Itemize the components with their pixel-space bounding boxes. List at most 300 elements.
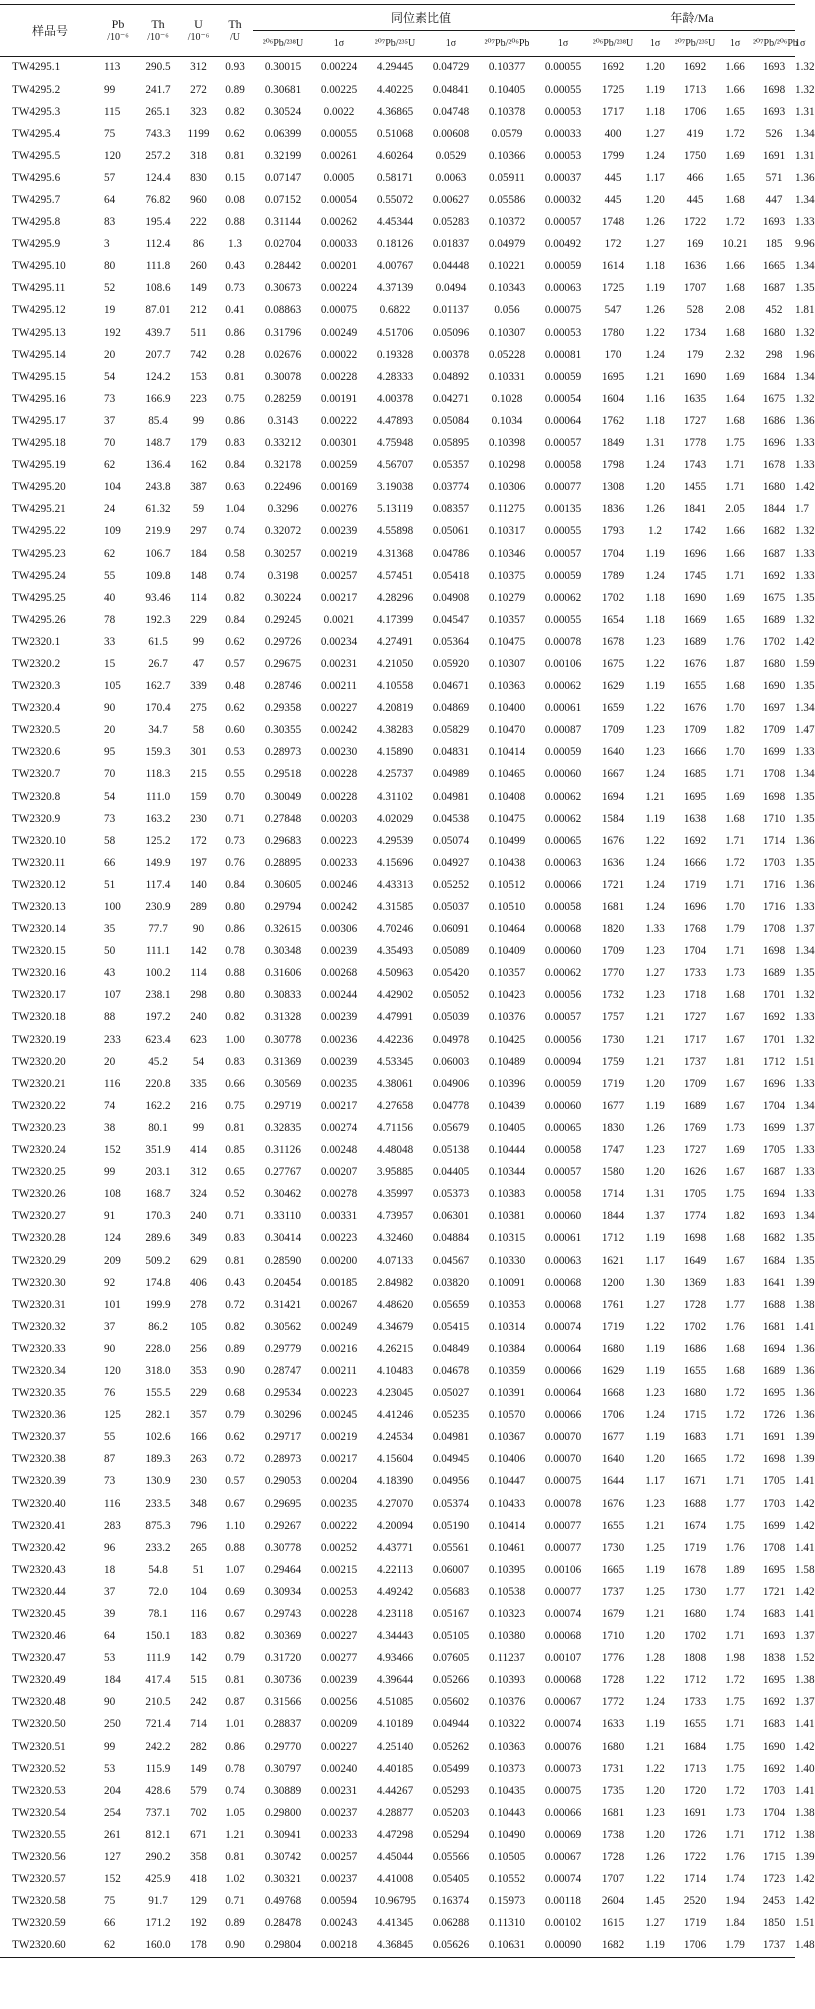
data-cell: 1692 <box>683 834 707 847</box>
data-cell: 162 <box>190 459 207 472</box>
data-cell: 1683 <box>762 1718 786 1731</box>
data-cell: 192.3 <box>145 613 171 626</box>
data-cell: 0.87 <box>225 1696 245 1709</box>
data-cell: 1693 <box>762 105 786 118</box>
data-cell: 0.79 <box>225 1409 245 1422</box>
data-cell: 1678 <box>762 459 786 472</box>
data-cell: 1.73 <box>725 967 745 980</box>
data-cell: 5.13119 <box>377 503 413 516</box>
table-row <box>0 941 795 963</box>
data-cell: 20 <box>104 1055 116 1068</box>
table-row <box>0 167 795 189</box>
data-cell: 83 <box>104 216 116 229</box>
data-cell: 1688 <box>683 1497 707 1510</box>
header-pb-label: Pb <box>111 17 125 31</box>
data-cell: 1.18 <box>645 414 665 427</box>
data-cell: 1636 <box>683 260 707 273</box>
data-cell: 75 <box>104 127 116 140</box>
data-cell: 0.10353 <box>488 1298 526 1311</box>
sample-id-cell: TW4295.4 <box>12 127 61 140</box>
data-cell: 4.43313 <box>376 878 414 891</box>
data-cell: 0.00059 <box>544 260 582 273</box>
data-cell: 0.10279 <box>488 591 526 604</box>
data-cell: 289.6 <box>145 1232 171 1245</box>
subheader-2: ²⁰⁷Pb/²³⁵U <box>374 37 416 49</box>
data-cell: 875.3 <box>145 1519 171 1532</box>
data-cell: 1.23 <box>645 989 665 1002</box>
data-cell: 0.00209 <box>320 1718 358 1731</box>
data-cell: 0.60 <box>225 724 245 737</box>
data-cell: 0.05262 <box>432 1740 470 1753</box>
data-cell: 0.00230 <box>320 746 358 759</box>
data-cell: 0.29245 <box>264 613 302 626</box>
subheader-5: 1σ <box>557 37 569 49</box>
data-cell: 1789 <box>601 569 625 582</box>
data-cell: 0.00055 <box>544 525 582 538</box>
data-cell: 1698 <box>762 945 786 958</box>
data-cell: 0.74 <box>225 525 245 538</box>
data-cell: 0.04271 <box>432 392 470 405</box>
data-cell: 241.7 <box>145 83 171 96</box>
data-cell: 0.30257 <box>264 547 302 560</box>
table-row <box>0 1162 795 1184</box>
data-cell: 195.4 <box>145 216 171 229</box>
sample-id-cell: TW2320.10 <box>12 834 66 847</box>
data-cell: 1731 <box>601 1762 625 1775</box>
data-cell: 0.00278 <box>320 1188 358 1201</box>
data-cell: 1774 <box>683 1210 707 1223</box>
table-row <box>0 587 795 609</box>
table-row <box>0 79 795 101</box>
data-cell: 130.9 <box>145 1475 171 1488</box>
data-cell: 0.29794 <box>264 901 302 913</box>
sample-id-cell: TW2320.2 <box>12 657 61 670</box>
data-cell: 1.27 <box>645 1298 665 1311</box>
data-cell: 1629 <box>601 1364 625 1377</box>
data-cell: 37 <box>104 414 116 427</box>
data-cell: 0.00227 <box>320 702 358 715</box>
sample-id-cell: TW2320.36 <box>12 1409 66 1422</box>
header-thu <box>217 5 253 57</box>
data-cell: 1.24 <box>645 1696 665 1709</box>
data-cell: 0.0021 <box>323 613 355 626</box>
data-cell: 0.30941 <box>264 1828 302 1841</box>
data-cell: 1728 <box>601 1851 625 1864</box>
data-cell: 0.29464 <box>264 1563 302 1576</box>
data-cell: 387 <box>190 481 207 494</box>
data-cell: 4.42902 <box>376 989 414 1002</box>
data-cell: 1687 <box>762 282 786 295</box>
data-cell: 0.30078 <box>264 370 302 383</box>
data-cell: 1697 <box>762 702 786 715</box>
data-cell: 0.10359 <box>488 1364 526 1377</box>
data-cell: 0.00227 <box>320 1630 358 1643</box>
data-cell: 4.34679 <box>376 1320 414 1333</box>
data-cell: 1.45 <box>645 1895 665 1908</box>
data-cell: 0.27848 <box>264 812 302 825</box>
data-cell: 0.84 <box>225 459 245 472</box>
subheader-4: ²⁰⁷Pb/²⁰⁶Pb <box>484 37 530 49</box>
sample-id-cell: TW2320.43 <box>12 1563 66 1576</box>
data-cell: 0.28 <box>225 348 245 361</box>
data-cell: 0.04869 <box>432 702 470 715</box>
data-cell: 0.04671 <box>432 680 470 693</box>
data-cell: 238.1 <box>145 989 171 1002</box>
data-cell: 0.05190 <box>432 1519 470 1532</box>
data-cell: 1695 <box>762 1674 786 1687</box>
data-cell: 0.00064 <box>544 414 582 427</box>
data-cell: 120 <box>104 1364 121 1377</box>
data-cell: 0.10380 <box>488 1630 526 1643</box>
data-cell: 4.18390 <box>376 1475 414 1488</box>
header-u-unit: /10⁻⁶ <box>187 32 210 43</box>
data-cell: 1722 <box>683 1851 707 1864</box>
sample-id-cell: TW4295.11 <box>12 282 66 295</box>
data-cell: 1.21 <box>645 1055 665 1068</box>
data-cell: 197 <box>190 856 207 869</box>
data-cell: 0.28973 <box>264 1453 302 1466</box>
sample-id-cell: TW2320.1 <box>12 635 61 648</box>
data-cell: 0.0579 <box>491 127 523 140</box>
data-cell: 0.90 <box>225 1364 245 1377</box>
data-cell: 1679 <box>601 1608 625 1620</box>
data-cell: 4.51706 <box>376 326 414 339</box>
data-cell: 0.04831 <box>432 746 470 759</box>
data-cell: 1.71 <box>725 569 745 582</box>
table-row <box>0 388 795 410</box>
data-cell: 0.00075 <box>544 1784 582 1797</box>
data-cell: 4.28333 <box>376 370 414 383</box>
data-cell: 1.22 <box>645 1674 665 1687</box>
data-cell: 1.23 <box>645 945 665 958</box>
data-cell: 0.31421 <box>264 1298 302 1311</box>
data-cell: 127 <box>104 1851 121 1864</box>
data-cell: 0.04778 <box>432 1099 470 1112</box>
data-cell: 1.72 <box>725 1784 745 1797</box>
data-cell: 0.10475 <box>488 812 526 825</box>
data-cell: 0.00064 <box>544 1342 582 1355</box>
data-cell: 197.2 <box>145 1011 171 1024</box>
data-cell: 0.71 <box>225 812 245 825</box>
data-cell: 0.30736 <box>264 1674 302 1687</box>
data-cell: 1.70 <box>725 901 745 913</box>
data-cell: 152 <box>104 1873 121 1886</box>
data-cell: 160.0 <box>136 1935 180 1958</box>
data-cell: 1709 <box>683 724 707 737</box>
table-row <box>0 1802 795 1824</box>
data-cell: 0.03774 <box>432 481 470 494</box>
table-row <box>0 344 795 366</box>
data-cell: 0.04945 <box>432 1453 470 1466</box>
data-cell: 0.10376 <box>488 1696 526 1709</box>
data-cell: 74 <box>104 1099 116 1112</box>
data-cell: 796 <box>190 1519 207 1532</box>
data-cell: 0.55072 <box>376 194 414 206</box>
data-cell: 1633 <box>601 1718 625 1731</box>
data-cell: 0.10395 <box>488 1563 526 1576</box>
data-cell: 0.28973 <box>264 746 302 759</box>
data-cell: 0.01837 <box>432 238 470 251</box>
data-cell: 0.00244 <box>320 989 358 1002</box>
data-cell: 318 <box>190 149 207 162</box>
table-row <box>0 234 795 256</box>
data-cell: 348 <box>190 1497 207 1510</box>
data-cell: 0.86 <box>225 326 245 339</box>
data-cell: 0.10408 <box>488 790 526 803</box>
data-cell: 183 <box>190 1630 207 1643</box>
data-cell: 1680 <box>683 1608 707 1620</box>
data-cell: 0.00257 <box>320 1851 358 1864</box>
data-cell: 1.73 <box>725 1806 745 1819</box>
data-cell: 1.83 <box>725 1276 745 1289</box>
data-cell: 0.29726 <box>264 635 302 648</box>
data-cell: 1684 <box>762 370 786 383</box>
data-cell: 96 <box>104 1541 116 1554</box>
table-row <box>0 609 795 631</box>
data-cell: 1.22 <box>645 1320 665 1333</box>
data-cell: 0.00627 <box>432 194 470 206</box>
data-cell: 1772 <box>601 1696 625 1709</box>
sample-id-cell: TW2320.31 <box>12 1298 66 1311</box>
table-row <box>0 1073 795 1095</box>
data-cell: 623.4 <box>145 1033 171 1046</box>
data-cell: 0.05405 <box>432 1873 470 1886</box>
table-row <box>0 1869 795 1891</box>
data-cell: 349 <box>190 1232 207 1245</box>
data-cell: 445 <box>604 194 622 206</box>
data-cell: 721.4 <box>145 1718 171 1731</box>
data-cell: 1.69 <box>725 149 745 162</box>
table-row <box>0 1029 795 1051</box>
data-cell: 0.00070 <box>544 1453 582 1466</box>
data-cell: 153 <box>190 370 207 383</box>
data-cell: 4.60264 <box>376 149 414 162</box>
data-cell: 0.00066 <box>544 1409 582 1422</box>
data-cell: 95 <box>104 746 116 759</box>
sample-id-cell: TW4295.20 <box>12 481 66 494</box>
data-cell: 1.20 <box>645 1784 665 1797</box>
data-cell: 1680 <box>762 326 786 339</box>
data-cell: 1655 <box>683 1364 707 1377</box>
data-cell: 1.84 <box>725 1917 745 1930</box>
data-cell: 2.32 <box>725 348 745 361</box>
sample-id-cell: TW4295.22 <box>12 525 66 538</box>
data-cell: 1.24 <box>645 348 665 361</box>
data-cell: 0.10490 <box>488 1828 526 1841</box>
data-cell: 10.21 <box>722 238 748 251</box>
data-cell: 0.31720 <box>264 1652 302 1665</box>
data-cell: 0.30414 <box>264 1232 302 1245</box>
data-cell: 1770 <box>601 967 625 980</box>
data-cell: 0.00060 <box>544 1210 582 1223</box>
data-cell: 0.80 <box>225 901 245 913</box>
data-cell: 0.00076 <box>544 1740 582 1753</box>
data-cell: 1684 <box>762 1254 786 1267</box>
data-cell: 0.05418 <box>432 569 470 582</box>
data-cell: 1696 <box>762 1077 786 1090</box>
data-cell: 1718 <box>683 989 707 1002</box>
data-cell: 64 <box>104 194 116 206</box>
data-cell: 1.20 <box>645 481 665 494</box>
data-cell: 4.39644 <box>376 1674 414 1687</box>
data-cell: 1799 <box>601 149 625 162</box>
data-cell: 1.27 <box>645 1917 665 1930</box>
sample-id-cell: TW2320.46 <box>12 1630 66 1643</box>
data-cell: 1.26 <box>645 304 665 317</box>
data-cell: 172 <box>604 238 622 251</box>
data-cell: 439.7 <box>145 326 171 339</box>
data-cell: 1675 <box>762 392 786 405</box>
data-cell: 0.10499 <box>488 834 526 847</box>
data-cell: 0.00217 <box>320 591 358 604</box>
data-cell: 0.10423 <box>488 989 526 1002</box>
data-cell: 104 <box>190 1585 207 1598</box>
data-cell: 0.05683 <box>432 1585 470 1598</box>
data-cell: 0.90 <box>217 1935 253 1958</box>
data-cell: 0.10357 <box>488 967 526 980</box>
data-cell: 1692 <box>683 61 707 74</box>
data-cell: 1727 <box>683 1011 707 1024</box>
data-cell: 0.10330 <box>488 1254 526 1267</box>
sample-id-cell: TW4295.26 <box>12 613 66 626</box>
data-cell: 230 <box>190 1475 207 1488</box>
data-cell: 4.28296 <box>376 591 414 604</box>
data-cell: 1.19 <box>645 1099 665 1112</box>
data-cell: 112.4 <box>145 238 171 251</box>
data-cell: 0.10322 <box>488 1718 526 1731</box>
data-cell: 0.10221 <box>488 260 526 273</box>
data-cell: 0.05052 <box>432 989 470 1002</box>
data-cell: 37 <box>104 1320 116 1333</box>
data-cell: 93.46 <box>145 591 171 604</box>
sample-id-cell: TW2320.28 <box>12 1232 66 1245</box>
data-cell: 0.81 <box>225 149 245 162</box>
data-cell: 1.66 <box>725 260 745 273</box>
data-cell: 1710 <box>762 812 786 825</box>
sample-id-cell: TW2320.21 <box>12 1077 66 1090</box>
sample-id-cell: TW4295.14 <box>12 348 66 361</box>
sample-id-cell: TW4295.1 <box>12 61 61 74</box>
data-cell: 1.69 <box>725 370 745 383</box>
data-cell: 0.00061 <box>544 1232 582 1245</box>
data-cell: 0.30321 <box>264 1873 302 1886</box>
data-cell: 233.2 <box>145 1541 171 1554</box>
data-cell: 152 <box>104 1144 121 1157</box>
data-cell: 0.00065 <box>544 1121 582 1134</box>
zircon-uPb-table <box>0 4 815 1958</box>
data-cell: 204 <box>104 1784 121 1797</box>
data-cell: 0.10391 <box>488 1387 526 1400</box>
data-cell: 312 <box>190 61 207 74</box>
table-row <box>0 720 795 742</box>
data-cell: 0.10375 <box>488 569 526 582</box>
data-cell: 99 <box>104 1740 116 1753</box>
data-cell: 1.75 <box>725 1762 745 1775</box>
data-cell: 0.43 <box>225 1276 245 1289</box>
data-cell: 1682 <box>589 1935 637 1958</box>
data-cell: 1689 <box>762 613 786 626</box>
table-row <box>0 1250 795 1272</box>
data-cell: 0.30355 <box>264 724 302 737</box>
data-cell: 170.4 <box>145 702 171 715</box>
data-cell: 4.41008 <box>376 1873 414 1886</box>
data-cell: 116 <box>104 1497 121 1510</box>
data-cell: 1687 <box>762 1166 786 1179</box>
data-cell: 1750 <box>683 149 707 162</box>
data-cell: 199.9 <box>145 1298 171 1311</box>
data-cell: 0.31566 <box>264 1696 302 1709</box>
subheader-8: ²⁰⁷Pb/²³⁵U <box>674 37 716 49</box>
sample-id-cell: TW2320.4 <box>12 702 61 715</box>
data-cell: 192 <box>104 326 121 339</box>
sample-id-cell: TW2320.20 <box>12 1055 66 1068</box>
data-cell: 1719 <box>601 1077 625 1090</box>
data-cell: 0.30569 <box>264 1077 302 1090</box>
data-cell: 4.48048 <box>376 1144 414 1157</box>
data-cell: 4.27491 <box>376 635 414 648</box>
data-cell: 0.32615 <box>264 923 302 936</box>
data-cell: 0.82 <box>225 1011 245 1024</box>
data-cell: 1.19 <box>645 83 665 96</box>
table-row <box>0 1515 795 1537</box>
data-cell: 357 <box>190 1409 207 1422</box>
data-cell: 53 <box>104 1762 116 1775</box>
data-cell: 0.00277 <box>320 1652 358 1665</box>
data-cell: 1.76 <box>725 635 745 648</box>
sample-id-cell: TW2320.50 <box>12 1718 66 1731</box>
data-cell: 1709 <box>601 724 625 737</box>
data-cell: 0.58 <box>225 547 245 560</box>
data-cell: 0.29770 <box>264 1740 302 1753</box>
data-cell: 0.00249 <box>320 326 358 339</box>
data-cell: 73 <box>104 812 116 825</box>
data-cell: 1678 <box>601 635 625 648</box>
data-cell: 4.28877 <box>376 1806 414 1819</box>
data-cell: 1690 <box>762 680 786 693</box>
data-cell: 0.00074 <box>544 1608 582 1620</box>
data-cell: 1.22 <box>645 834 665 847</box>
data-cell: 39 <box>104 1608 116 1620</box>
data-cell: 47 <box>192 657 205 670</box>
data-cell: 1705 <box>762 1475 786 1488</box>
data-cell: 0.29053 <box>264 1475 302 1488</box>
data-cell: 0.00058 <box>544 459 582 472</box>
data-cell: 0.69 <box>225 1585 245 1598</box>
data-cell: 0.32178 <box>264 459 302 472</box>
data-cell: 1635 <box>683 392 707 405</box>
data-cell: 0.28747 <box>264 1364 302 1377</box>
data-cell: 1.20 <box>645 1077 665 1090</box>
data-cell: 1.76 <box>725 1851 745 1864</box>
data-cell: 0.62 <box>225 127 245 140</box>
data-cell: 1641 <box>762 1276 786 1289</box>
data-cell: 0.00057 <box>544 1011 582 1024</box>
data-cell: 1808 <box>683 1652 707 1665</box>
data-cell: 0.29800 <box>264 1806 302 1819</box>
data-cell: 1692 <box>762 569 786 582</box>
data-cell: 4.43771 <box>376 1541 414 1554</box>
subheader-6: ²⁰⁶Pb/²³⁸U <box>592 37 634 49</box>
data-cell: 0.00219 <box>320 547 358 560</box>
data-cell: 0.05039 <box>432 1011 470 1024</box>
sample-id-cell: TW2320.3 <box>12 680 61 693</box>
table-row <box>0 1913 795 1935</box>
data-cell: 0.05829 <box>432 724 470 737</box>
data-cell: 1.17 <box>645 1254 665 1267</box>
data-cell: 140 <box>190 878 207 891</box>
data-cell: 1.23 <box>645 724 665 737</box>
data-cell: 1.37 <box>645 1210 665 1223</box>
